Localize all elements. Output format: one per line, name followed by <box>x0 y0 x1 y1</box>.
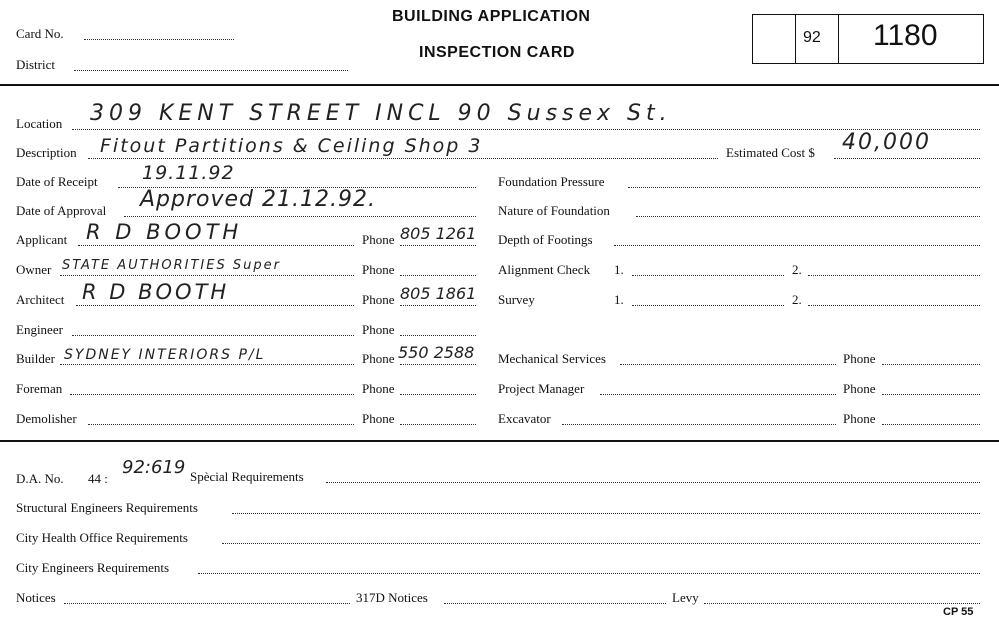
mechanical-services-phone-field[interactable] <box>882 364 980 365</box>
district-label: District <box>16 57 55 72</box>
architect-phone-value: 805 1861 <box>400 284 477 303</box>
alignment-check-2-label: 2. <box>792 262 802 277</box>
applicant-label: Applicant <box>16 232 68 247</box>
foreman-phone-label: Phone <box>362 381 395 396</box>
da-prefix: 44 : <box>88 471 108 486</box>
levy-field[interactable] <box>704 603 980 604</box>
description-field[interactable] <box>88 158 718 159</box>
survey-2-label: 2. <box>792 292 802 307</box>
card-no-field[interactable] <box>84 39 234 40</box>
alignment-check-1-label: 1. <box>614 262 624 277</box>
architect-phone-label: Phone <box>362 292 395 307</box>
form-title-line2: INSPECTION CARD <box>419 44 575 61</box>
city-health-field[interactable] <box>222 543 980 544</box>
owner-label: Owner <box>16 262 52 277</box>
city-engineers-label: City Engineers Requirements <box>16 560 170 575</box>
date-of-approval-label: Date of Approval <box>16 203 107 218</box>
applicant-phone-value: 805 1261 <box>400 224 477 243</box>
depth-of-footings-label: Depth of Footings <box>498 232 593 247</box>
notices-317d-field[interactable] <box>444 603 666 604</box>
date-of-receipt-value: 19.11.92 <box>142 162 235 184</box>
builder-phone-field[interactable] <box>400 364 476 365</box>
demolisher-field[interactable] <box>88 424 354 425</box>
foundation-pressure-label: Foundation Pressure <box>498 174 605 189</box>
box-number: 1180 <box>873 19 938 52</box>
middle-rule <box>0 440 999 442</box>
applicant-value: R D BOOTH <box>86 220 243 244</box>
project-manager-field[interactable] <box>600 394 836 395</box>
special-requirements-label: Spècial Requirements <box>190 469 304 484</box>
estimated-cost-label: Estimated Cost $ <box>726 145 815 160</box>
foreman-field[interactable] <box>70 394 354 395</box>
excavator-phone-field[interactable] <box>882 424 980 425</box>
engineer-label: Engineer <box>16 322 63 337</box>
levy-label: Levy <box>672 590 699 605</box>
mechanical-services-label: Mechanical Services <box>498 351 606 366</box>
da-number-value: 92:619 <box>122 457 186 478</box>
alignment-check-label: Alignment Check <box>498 262 591 277</box>
builder-phone-value: 550 2588 <box>398 343 475 362</box>
foreman-label: Foreman <box>16 381 63 396</box>
estimated-cost-field[interactable] <box>834 158 980 159</box>
date-of-approval-field[interactable] <box>124 216 476 217</box>
structural-engineers-label: Structural Engineers Requirements <box>16 500 198 515</box>
notices-317d-label: 317D Notices <box>356 590 428 605</box>
applicant-field[interactable] <box>78 245 354 246</box>
special-requirements-field[interactable] <box>326 482 980 483</box>
header-rule <box>0 84 999 86</box>
engineer-phone-field[interactable] <box>400 335 476 336</box>
box-divider <box>795 15 796 63</box>
builder-label: Builder <box>16 351 55 366</box>
project-manager-phone-label: Phone <box>843 381 876 396</box>
mechanical-services-field[interactable] <box>620 364 836 365</box>
applicant-phone-field[interactable] <box>400 245 476 246</box>
form-code: CP 55 <box>943 606 974 618</box>
depth-of-footings-field[interactable] <box>614 245 980 246</box>
demolisher-phone-label: Phone <box>362 411 395 426</box>
engineer-phone-label: Phone <box>362 322 395 337</box>
demolisher-label: Demolisher <box>16 411 77 426</box>
applicant-phone-label: Phone <box>362 232 395 247</box>
architect-field[interactable] <box>76 305 354 306</box>
location-label: Location <box>16 116 63 131</box>
foreman-phone-field[interactable] <box>400 394 476 395</box>
architect-value: R D BOOTH <box>82 280 230 304</box>
excavator-field[interactable] <box>562 424 836 425</box>
estimated-cost-value: 40,000 <box>842 130 931 155</box>
project-manager-label: Project Manager <box>498 381 585 396</box>
da-no-label: D.A. No. <box>16 471 64 486</box>
box-divider <box>838 15 839 63</box>
city-health-label: City Health Office Requirements <box>16 530 188 545</box>
nature-of-foundation-field[interactable] <box>636 216 980 217</box>
location-value: 309 KENT STREET INCL 90 Sussex St. <box>90 101 672 126</box>
survey-2-field[interactable] <box>808 305 980 306</box>
notices-field[interactable] <box>64 603 350 604</box>
district-field[interactable] <box>74 70 348 71</box>
excavator-label: Excavator <box>498 411 551 426</box>
engineer-field[interactable] <box>72 335 354 336</box>
owner-value: STATE AUTHORITIES Super <box>62 258 281 273</box>
survey-1-field[interactable] <box>632 305 784 306</box>
card-no-label: Card No. <box>16 26 64 41</box>
owner-phone-label: Phone <box>362 262 395 277</box>
architect-label: Architect <box>16 292 65 307</box>
excavator-phone-label: Phone <box>843 411 876 426</box>
alignment-check-2-field[interactable] <box>808 275 980 276</box>
date-of-receipt-label: Date of Receipt <box>16 174 98 189</box>
builder-value: SYDNEY INTERIORS P/L <box>64 347 266 363</box>
demolisher-phone-field[interactable] <box>400 424 476 425</box>
form-title-line1: BUILDING APPLICATION <box>392 8 591 25</box>
box-code: 92 <box>803 29 821 46</box>
nature-of-foundation-label: Nature of Foundation <box>498 203 610 218</box>
foundation-pressure-field[interactable] <box>628 187 980 188</box>
notices-label: Notices <box>16 590 56 605</box>
description-value: Fitout Partitions & Ceiling Shop 3 <box>100 135 483 157</box>
survey-label: Survey <box>498 292 535 307</box>
date-of-approval-value: Approved 21.12.92. <box>140 187 376 212</box>
city-engineers-field[interactable] <box>198 573 980 574</box>
mechanical-services-phone-label: Phone <box>843 351 876 366</box>
alignment-check-1-field[interactable] <box>632 275 784 276</box>
structural-engineers-field[interactable] <box>232 513 980 514</box>
card-number-box <box>752 14 984 64</box>
project-manager-phone-field[interactable] <box>882 394 980 395</box>
description-label: Description <box>16 145 77 160</box>
architect-phone-field[interactable] <box>400 305 476 306</box>
builder-phone-label: Phone <box>362 351 395 366</box>
survey-1-label: 1. <box>614 292 624 307</box>
owner-phone-field[interactable] <box>400 275 476 276</box>
